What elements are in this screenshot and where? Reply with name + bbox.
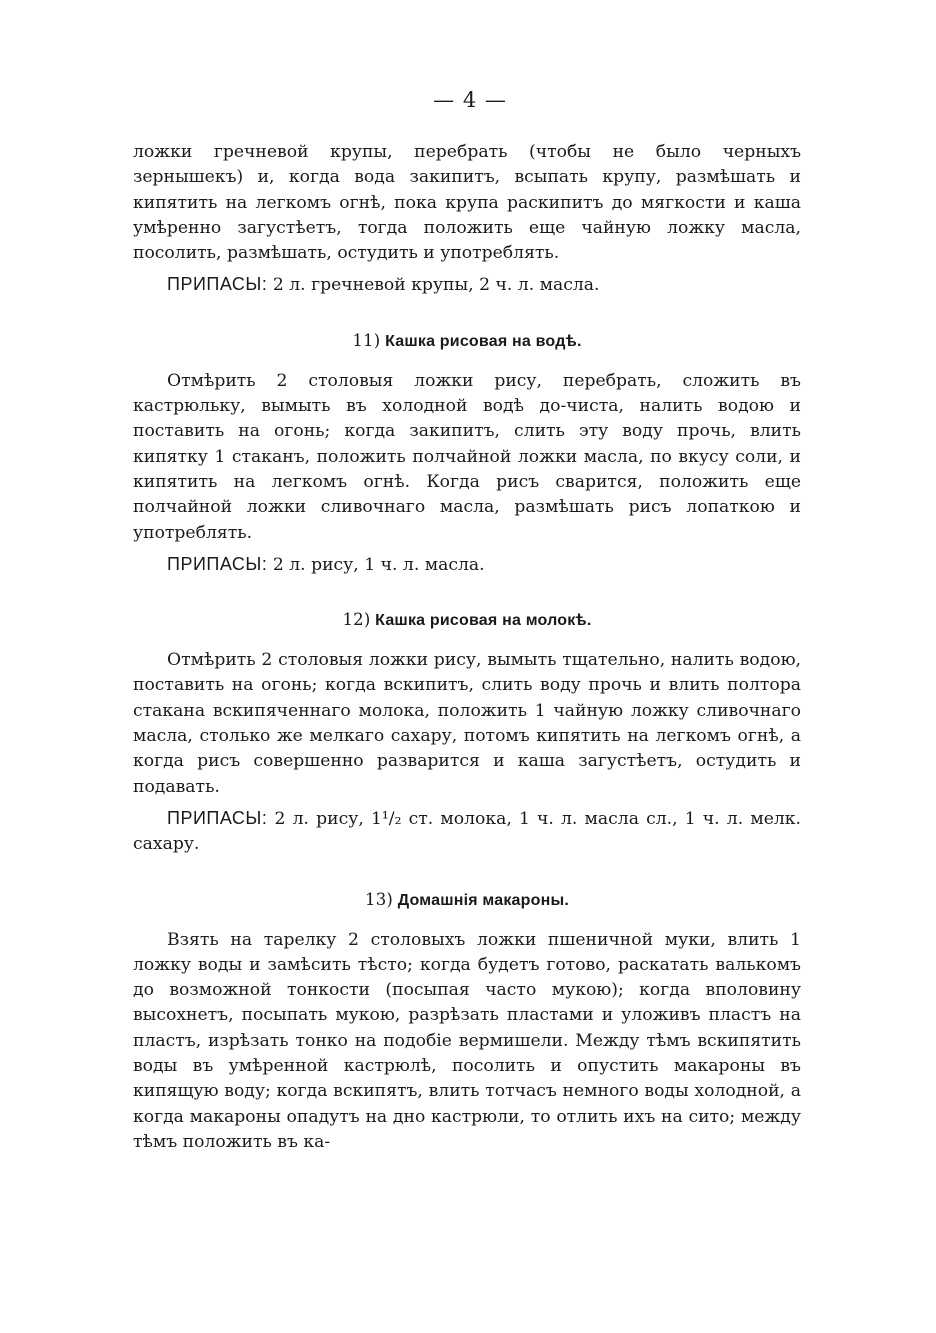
supplies-text: 2 л. гречневой крупы, 2 ч. л. масла. (267, 275, 600, 296)
recipe-number: 12) (342, 610, 371, 630)
recipe-number: 11) (352, 330, 381, 350)
book-page (133, 88, 801, 1155)
recipe-heading (133, 890, 801, 910)
recipe-paragraph: Взять на тарелку 2 столовыхъ ложки пшеничной муки, влить 1 ложку воды и замѣсить тѣсто; когда будетъ готово, раскатать валькомъ до возможной тонкости (посыпая часто мукою); когда вполовину высохнетъ, посыпать мукою, разрѣзать пластами и уложивъ пластъ на пластъ, изрѣзать тонко на подобіе вермишели. Между тѣмъ вскипятить воды въ умѣренной кастрюлѣ, посолить и опустить макароны въ кипящую воду; когда вскипятъ, влить тотчасъ немного воды холодной, а когда макароны опадутъ на дно кастрюли, то отлить ихъ на сито; между тѣмъ положить въ ка- (133, 929, 801, 1152)
continuation-paragraph: ложки гречневой крупы, перебрать (чтобы не было черныхъ зернышекъ) и, когда вода закипитъ, всыпать крупу, размѣшать и кипятить на легкомъ огнѣ, пока крупа раскипитъ до мягкости и каша умѣренно загустѣетъ, тогда положить еще чайную ложку масла, посолить, размѣшать, остудить и употреблять. (133, 142, 801, 264)
supplies-label: ПРИПАСЫ: (167, 807, 268, 828)
recipe-heading (133, 610, 801, 630)
page-number: — 4 — (433, 88, 507, 112)
supplies-text: 2 л. рису, 1¹/₂ ст. молока, 1 ч. л. масла сл., 1 ч. л. мелк. сахару. (133, 808, 801, 855)
supplies-line (133, 552, 801, 578)
supplies-text: 2 л. рису, 1 ч. л. масла. (267, 554, 485, 575)
recipe-paragraph: Отмѣрить 2 столовыя ложки рису, вымыть тщательно, налить водою, поставить на огонь; когда вскипитъ, слить воду прочь и влить полтора стакана вскипяченнаго молока, положить 1 чайную ложку сливочнаго масла, столько же мелкаго сахару, потомъ кипятить на легкомъ огнѣ, а когда рисъ совершенно разварится и каша загустѣетъ, остудить и подавать. (133, 650, 801, 797)
supplies-line (133, 272, 801, 298)
recipe-paragraph: Отмѣрить 2 столовыя ложки рису, перебрать, сложить въ кастрюльку, вымыть въ холодной водѣ до-чиста, налить водою и поставить на огонь; когда закипитъ, слить эту воду прочь, влить кипятку 1 стаканъ, положить полчайной ложки масла, по вкусу соли, и кипятить на легкомъ огнѣ. Когда рисъ сварится, положить еще полчайной ложки сливочнаго масла, размѣшать рисъ лопаткою и употреблять. (133, 370, 801, 543)
recipe-title: Кашка рисовая на водѣ. (385, 332, 582, 350)
recipe-title: Кашка рисовая на молокѣ. (375, 612, 592, 630)
supplies-line (133, 806, 801, 858)
recipe-number: 13) (365, 889, 394, 909)
supplies-label: ПРИПАСЫ: (167, 274, 268, 295)
supplies-label: ПРИПАСЫ: (167, 553, 268, 574)
recipe-heading (133, 331, 801, 351)
recipe-title: Домашнія макароны. (397, 891, 569, 909)
